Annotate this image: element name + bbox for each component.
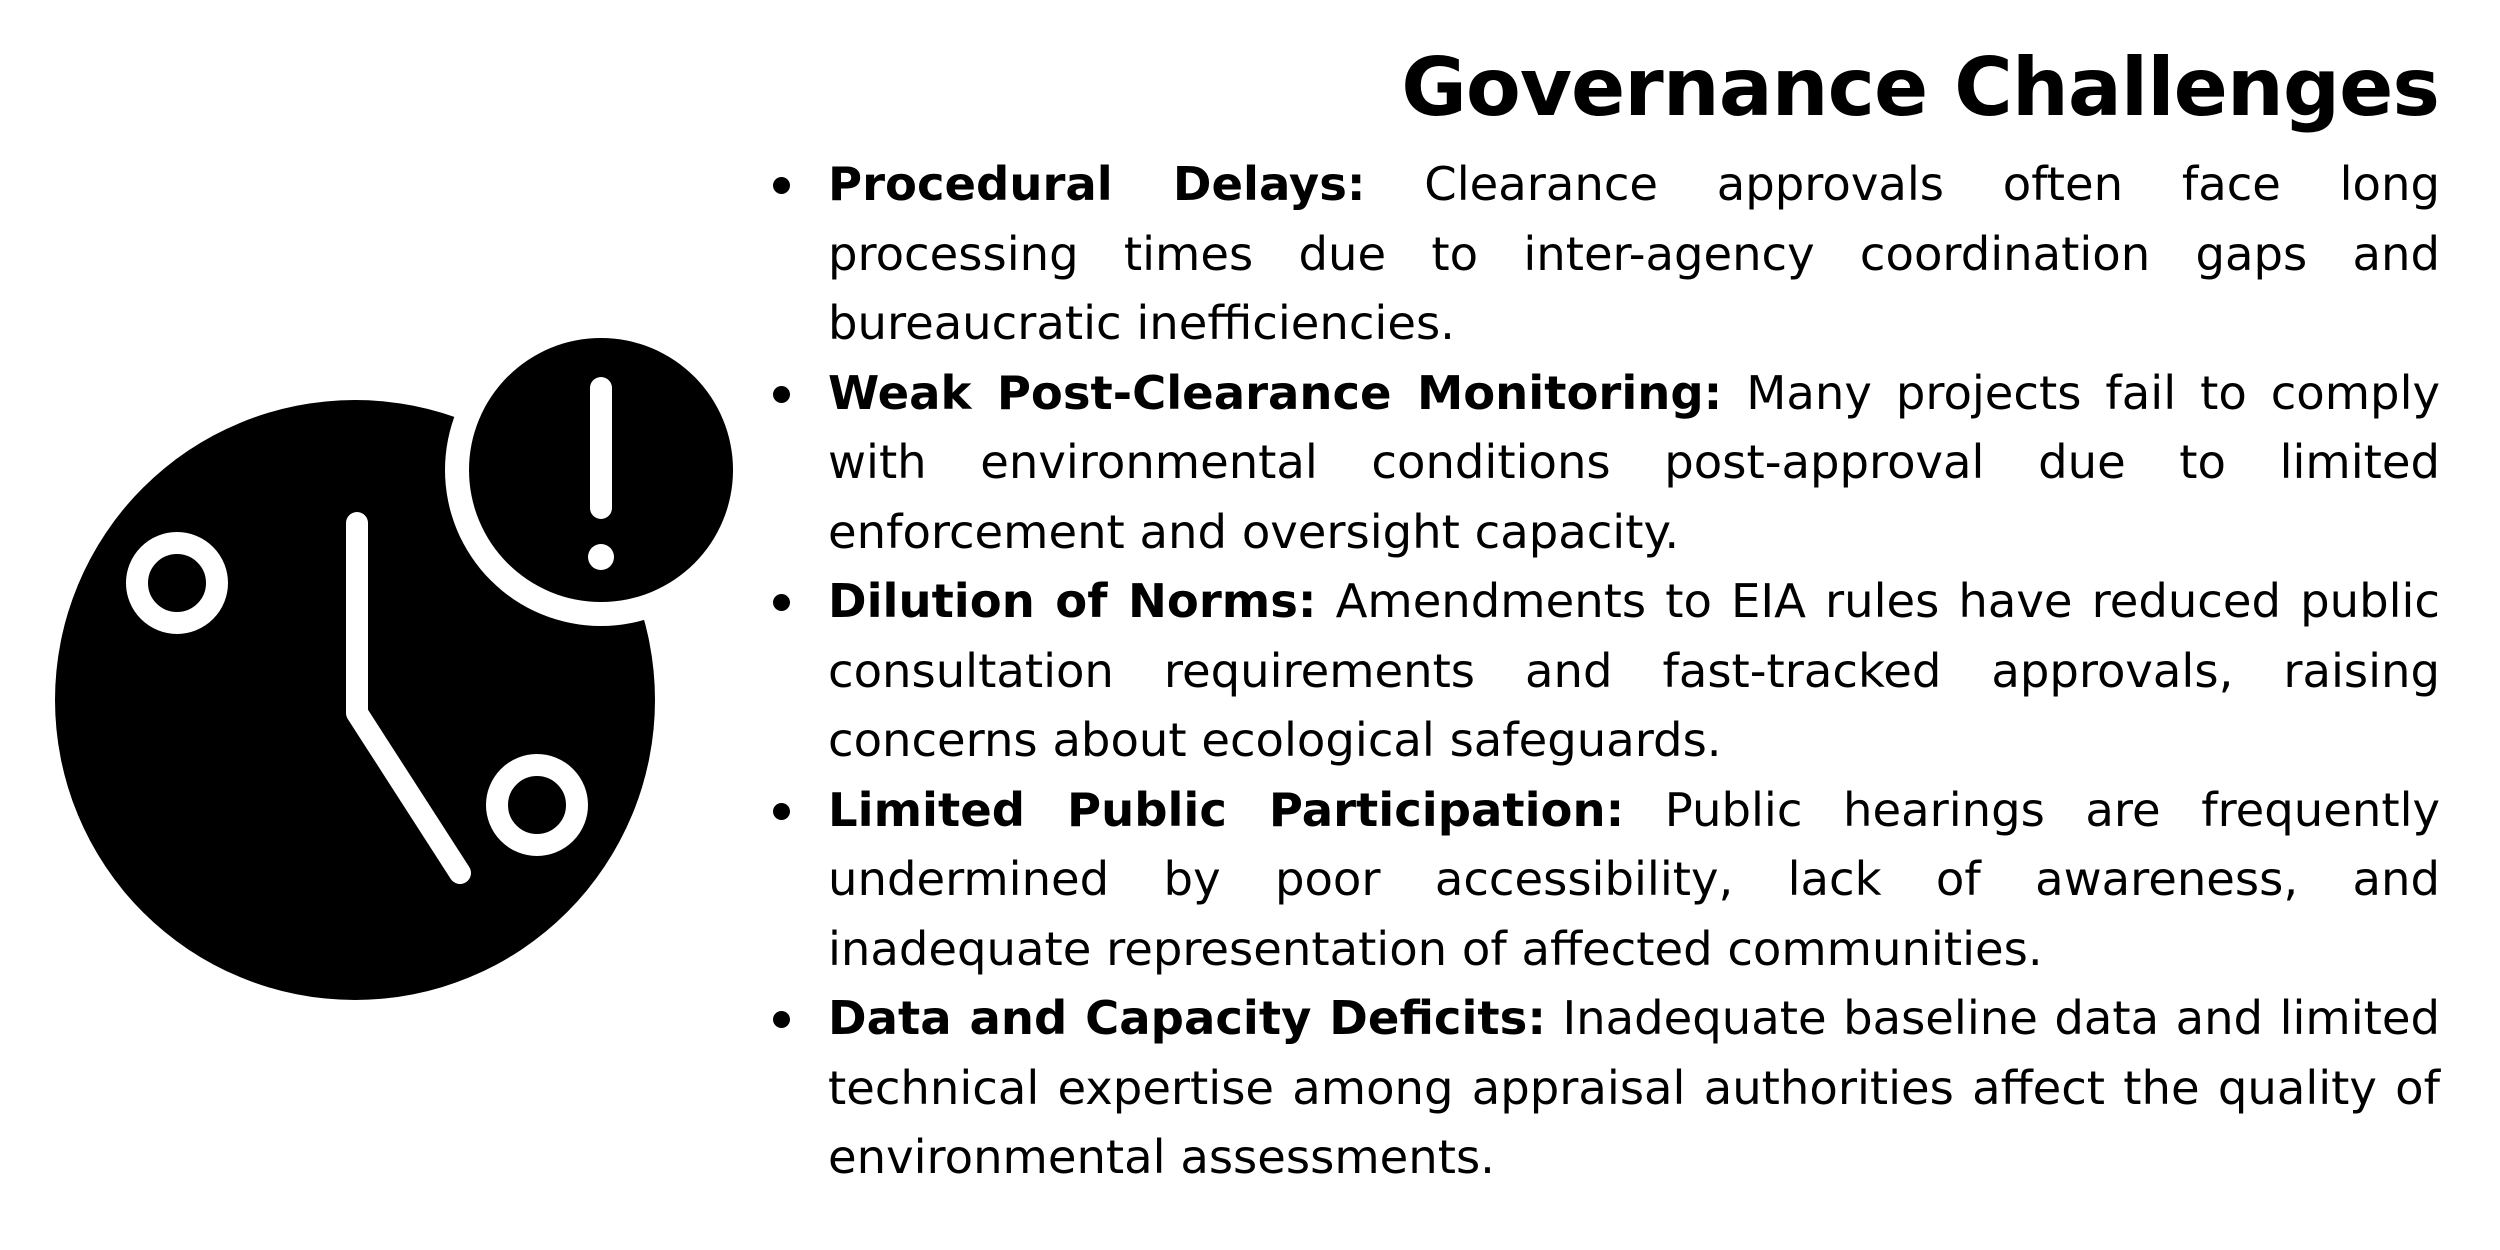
bullet — [773, 803, 790, 820]
bullet — [773, 594, 790, 611]
challenge-description: Clearance approvals often face long processing times due to inter-agency coordination gaps and bureaucratic inefficiencies. — [828, 157, 2440, 350]
challenge-description: Many projects fail to comply with environmental conditions post-approval due to limited enforcement and oversight capacity. — [828, 365, 2441, 559]
challenge-term: Limited Public Participation: — [828, 782, 1625, 837]
clock-with-alert-icon — [40, 330, 750, 1020]
list-item — [828, 984, 2440, 1193]
challenge-list — [828, 150, 2440, 1193]
challenge-term: Weak Post-Clearance Monitoring: — [828, 365, 1723, 420]
bullet — [773, 1011, 790, 1028]
challenge-term: Procedural Delays: — [828, 157, 1366, 211]
page-title: Governance Challenges — [1401, 41, 2439, 134]
bullet — [773, 177, 790, 194]
challenge-term: Data and Capacity Deficits: — [828, 991, 1546, 1045]
list-item — [828, 359, 2440, 568]
bullet — [773, 386, 790, 403]
challenge-term: Dilution of Norms: — [828, 574, 1317, 628]
alert-exclamation-dot — [588, 544, 614, 570]
challenge-description: Public hearings are frequently undermined by poor accessibility, lack of awareness, and inadequate representation of affected communities. — [828, 782, 2441, 976]
list-item — [828, 150, 2440, 359]
list-item — [828, 776, 2440, 985]
list-item — [828, 567, 2440, 776]
challenge-description: Amendments to EIA rules have reduced public consultation requirements and fast-tracked approvals, raising concerns about ecological safeguards. — [828, 574, 2440, 767]
clock-alert-illustration — [40, 330, 750, 1020]
challenge-description: Inadequate baseline data and limited technical expertise among appraisal authorities affect the quality of environmental assessments. — [828, 991, 2440, 1184]
